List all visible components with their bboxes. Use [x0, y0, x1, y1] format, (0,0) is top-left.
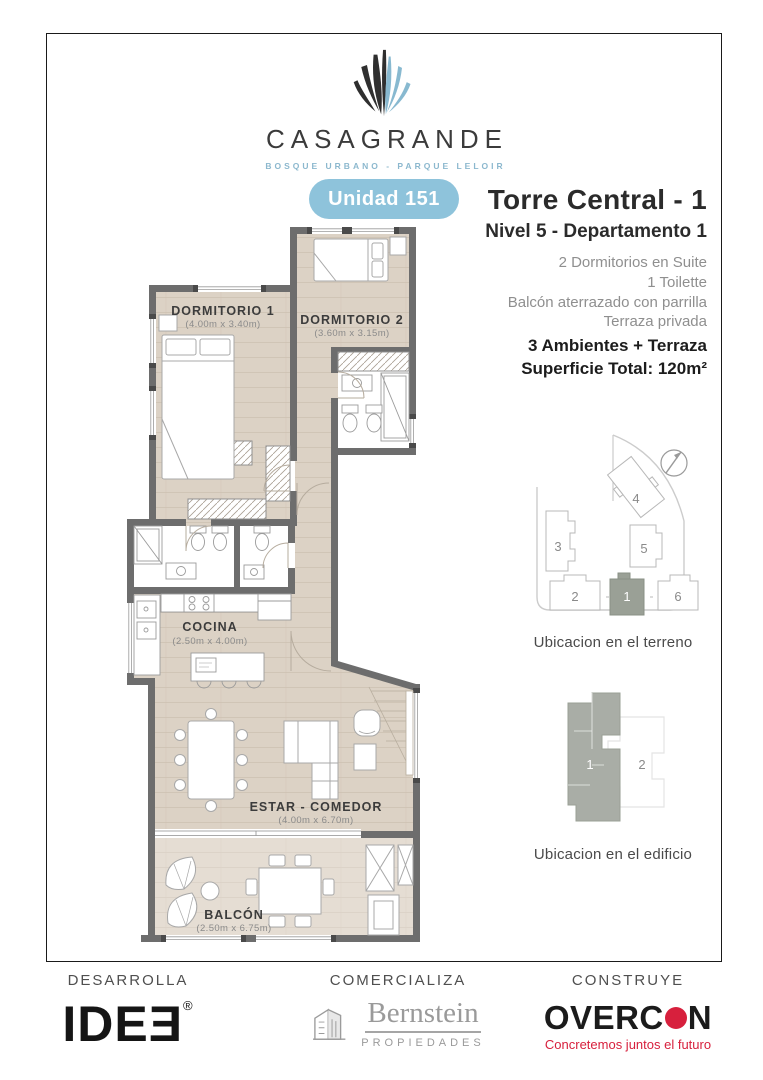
terrain-unit-5: 5 — [640, 541, 648, 556]
idee-wordmark: IDEƎ — [62, 996, 184, 1052]
compass-icon — [661, 450, 687, 476]
terrain-map — [483, 429, 743, 651]
unit-badge: Unidad 151 — [309, 179, 459, 219]
unit-subtitle: Nivel 5 - Departamento 1 — [485, 221, 707, 242]
terrain-map-label: Ubicacion en el terreno — [533, 634, 693, 651]
room-label-estar-comedor: ESTAR - COMEDOR — [249, 800, 383, 814]
highlight-line: Superficie Total: 120m² — [521, 359, 707, 379]
overcon-dot-icon — [665, 1007, 687, 1029]
bernstein-wordmark: Bernstein — [365, 997, 480, 1033]
footer-builder — [508, 972, 748, 1052]
footer-role-desarrolla: DESARROLLA — [67, 972, 189, 989]
room-label-balcon: BALCÓN — [204, 908, 264, 922]
idee-logo — [8, 996, 248, 1052]
footer-broker — [278, 972, 518, 1049]
unit-highlights — [397, 335, 707, 381]
overcon-wordmark-right: N — [687, 999, 713, 1036]
floorplan-svg — [126, 223, 436, 959]
overcon-tagline: Concretemos juntos el futuro — [544, 1037, 712, 1052]
room-label-dormitorio-1: DORMITORIO 1 — [171, 304, 275, 318]
room-dims-cocina: (2.50m x 4.00m) — [172, 636, 248, 647]
terrain-unit-3: 3 — [554, 539, 562, 554]
footer-role-comercializa: COMERCIALIZA — [329, 972, 467, 989]
unit-features — [397, 253, 707, 332]
feature-line: 1 Toilette — [647, 273, 707, 291]
building-unit-2: 2 — [638, 757, 646, 772]
terrain-unit-2: 2 — [571, 589, 579, 604]
header — [47, 34, 721, 171]
highlight-line: 3 Ambientes + Terraza — [527, 336, 707, 356]
building-map — [483, 691, 743, 863]
building-unit-1: 1 — [586, 757, 594, 772]
terrain-unit-4: 4 — [632, 491, 640, 506]
bernstein-building-icon — [311, 1003, 355, 1043]
content-frame — [46, 33, 722, 962]
building-map-label: Ubicacion en el edificio — [533, 846, 693, 863]
unit-details — [397, 184, 707, 381]
room-label-dormitorio-2: DORMITORIO 2 — [300, 313, 404, 327]
building-map-svg — [538, 691, 688, 831]
footer-role-construye: CONSTRUYE — [571, 972, 685, 989]
unit-title: Torre Central - 1 — [487, 184, 707, 215]
footer-developer — [8, 972, 248, 1052]
brand-tagline: BOSQUE URBANO - PARQUE LELOIR — [265, 161, 506, 171]
overcon-wordmark-left: OVERC — [543, 999, 664, 1036]
room-dims-balcon: (2.50m x 6.75m) — [196, 923, 272, 934]
feature-line: 2 Dormitorios en Suite — [558, 254, 707, 271]
feature-line: Balcón aterrazado con parrilla — [507, 293, 707, 311]
room-dims-estar-comedor: (4.00m x 6.70m) — [278, 815, 354, 826]
feature-line: Terraza privada — [603, 313, 707, 331]
overcon-logo — [508, 1001, 748, 1034]
bernstein-subtitle: PROPIEDADES — [361, 1037, 485, 1049]
room-label-cocina: COCINA — [182, 620, 238, 634]
casagrande-tree-logo — [346, 48, 422, 120]
terrain-map-svg — [518, 429, 708, 619]
terrain-unit-6: 6 — [674, 589, 682, 604]
brand-name: CASAGRANDE — [265, 124, 509, 154]
terrain-unit-1: 1 — [623, 589, 631, 604]
registered-mark-icon: ® — [183, 998, 194, 1013]
room-dims-dormitorio-2: (3.60m x 3.15m) — [314, 328, 390, 339]
room-dims-dormitorio-1: (4.00m x 3.40m) — [185, 319, 261, 330]
